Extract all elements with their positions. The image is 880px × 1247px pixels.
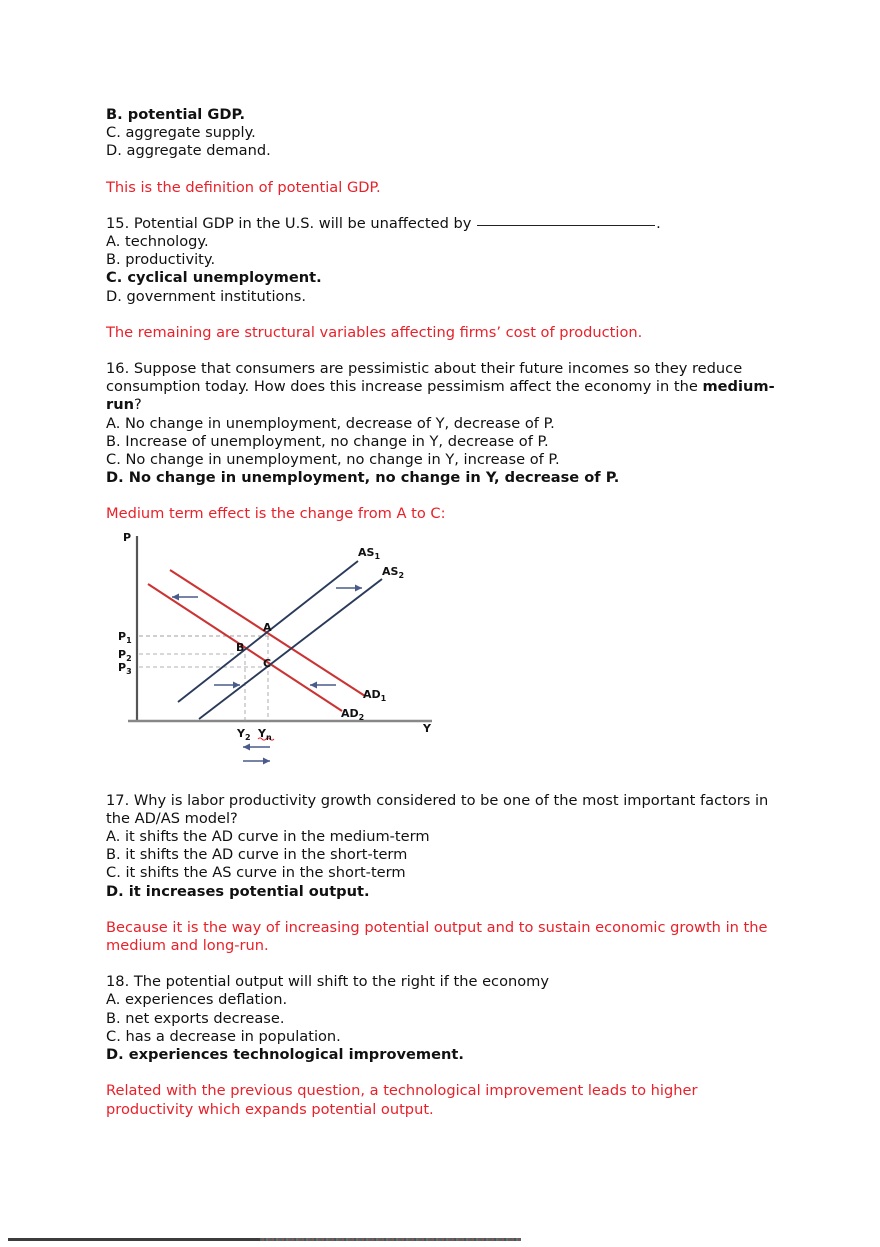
option-d: D. government institutions.: [106, 287, 306, 305]
option-c: C. No change in unemployment, no change in Y, increase of P.: [106, 451, 560, 469]
explanation-15: The remaining are structural variables affecting firms’ cost of production.: [106, 323, 643, 341]
option-d: D. it increases potential output.: [106, 882, 370, 900]
spacer: [106, 901, 778, 919]
option-b: B. net exports decrease.: [106, 1009, 285, 1027]
explanation-16: Medium term effect is the change from A to C:: [106, 505, 446, 523]
option-d: D. aggregate demand.: [106, 142, 271, 160]
point-label-b: B: [236, 640, 245, 654]
question-18: [106, 973, 778, 1064]
question-16-stem-part2: ?: [133, 396, 142, 414]
point-label-a: A: [263, 620, 272, 634]
question-16-stem-part1: 16. Suppose that consumers are pessimistic about their future incomes so they reduce consumption today. How does this increase pessimism affect the economy in the: [106, 360, 747, 396]
spacer: [106, 780, 778, 792]
option-a: A. No change in unemployment, decrease of Y, decrease of P.: [106, 414, 555, 432]
page-footer-artifact: [260, 1238, 521, 1241]
option-a: A. technology.: [106, 233, 209, 251]
question-16-stem-emphasis: medium-run: [106, 378, 775, 414]
question-14-options: [106, 106, 778, 161]
point-label-c: C: [263, 656, 272, 670]
axis-label-y: Y: [423, 721, 431, 735]
option-b: B. productivity.: [106, 251, 216, 269]
question-15: [106, 215, 778, 306]
option-c: C. aggregate supply.: [106, 124, 256, 142]
as2-curve: [199, 579, 382, 719]
arrow-output-left: [243, 743, 270, 750]
question-18-stem: 18. The potential output will shift to the right if the economy: [106, 973, 550, 991]
arrow-ad-shift-left-upper: [172, 593, 198, 600]
question-16-stem: [106, 360, 778, 415]
price-label-p1: $P_1$: [118, 629, 132, 645]
question-15-stem-period: .: [656, 214, 661, 232]
option-b: B. Increase of unemployment, no change in Y, decrease of P.: [106, 432, 549, 450]
spacer: [106, 342, 778, 360]
spacer: [106, 487, 778, 505]
option-d: D. No change in unemployment, no change in Y, decrease of P.: [106, 469, 620, 487]
axis-label-p: P: [123, 530, 132, 544]
explanation-18: Related with the previous question, a technological improvement leads to higher productivity which expands potential output.: [106, 1082, 703, 1118]
spacer: [106, 955, 778, 973]
curve-label-ad1: $AD_1$: [363, 687, 387, 703]
arrow-ad-shift-left-lower: [310, 681, 336, 688]
option-c: C. cyclical unemployment.: [106, 269, 322, 287]
option-b: B. potential GDP.: [106, 106, 246, 123]
spacer: [106, 1064, 778, 1082]
question-16: [106, 360, 778, 487]
curve-label-as1: $AS_1$: [358, 545, 381, 561]
arrow-output-right: [243, 757, 270, 764]
curve-label-ad2: $AD_2$: [341, 706, 365, 722]
option-c: C. it shifts the AS curve in the short-term: [106, 864, 406, 882]
document-body: [106, 106, 778, 1119]
spacer: [106, 161, 778, 179]
arrow-as-shift-right-lower: [214, 681, 240, 688]
option-b: B. it shifts the AD curve in the short-term: [106, 846, 408, 864]
explanation-17: Because it is the way of increasing potential output and to sustain economic growth in the medium and long-run.: [106, 918, 773, 955]
question-15-stem: [106, 215, 778, 233]
price-label-p2: $P_2$: [118, 647, 132, 663]
fill-in-blank-rule: [477, 225, 655, 226]
spacer: [106, 306, 778, 324]
price-label-p3: $P_3$: [118, 660, 132, 676]
curve-label-as2: $AS_2$: [382, 564, 405, 580]
option-d: D. experiences technological improvement.: [106, 1046, 464, 1064]
option-c: C. has a decrease in population.: [106, 1027, 341, 1045]
arrow-as-shift-right-upper: [336, 584, 362, 591]
adas-diagram: [110, 530, 450, 780]
question-17: [106, 792, 778, 901]
option-a: A. it shifts the AD curve in the medium-term: [106, 828, 430, 846]
output-label-y2: $Y_2$: [237, 726, 251, 742]
question-15-stem-text: 15. Potential GDP in the U.S. will be unaffected by: [106, 214, 477, 232]
question-17-stem: 17. Why is labor productivity growth considered to be one of the most important factors in the AD/AS model?: [106, 791, 773, 827]
output-label-yn: $Y_n$: [258, 726, 272, 742]
option-a: A. experiences deflation.: [106, 991, 288, 1009]
explanation-14: This is the definition of potential GDP.: [106, 178, 381, 196]
spacer: [106, 197, 778, 215]
